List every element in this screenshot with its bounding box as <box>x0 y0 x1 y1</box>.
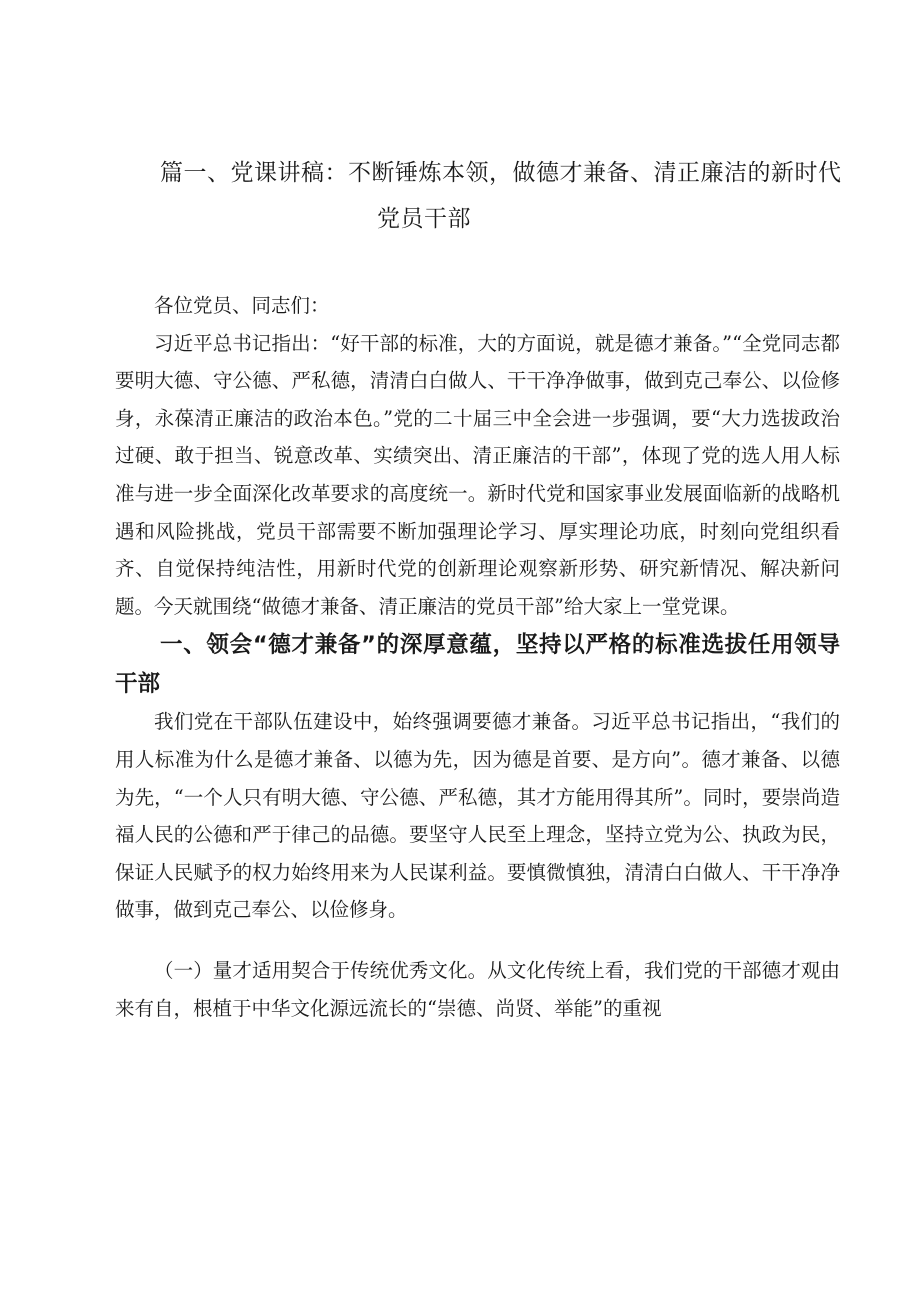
paragraph-1: 习近平总书记指出：“好干部的标准，大的方面说，就是德才兼备。”“全党同志都要明大德、守公德、严私德，清清白白做人、干干净净做事，做到克己奉公、以俭修身，永葆清正廉洁的政治本色。”党的二十届三中全会进一步强调，要“大力选拔政治过硬、敢于担当、锐意改革、实绩突出、清正廉洁的干部”，体现了党的选人用人标准与进一步全面深化改革要求的高度统一。新时代党和国家事业发展面临新的战略机遇和风险挑战，党员干部需要不断加强理论学习、厚实理论功底，时刻向党组织看齐、自觉保持纯洁性，用新时代党的创新理论观察新形势、研究新情况、解决新问题。今天就围绕“做德才兼备、清正廉洁的党员干部”给大家上一堂党课。 <box>115 331 840 618</box>
paragraph-2: 我们党在干部队伍建设中，始终强调要德才兼备。习近平总书记指出，“我们的用人标准为什么是德才兼备、以德为先，因为德是首要、是方向”。德才兼备、以德为先，“一个人只有明大德、守公德、严私德，其才方能用得其所”。同时，要崇尚造福人民的公德和严于律己的品德。要坚守人民至上理念，坚持立党为公、执政为民，保证人民赋予的权力始终用来为人民谋利益。要慎微慎独，清清白白做人、干干净净做事，做到克己奉公、以俭修身。 <box>115 710 840 922</box>
document-body <box>115 287 840 1027</box>
paragraph-3: （一）量才适用契合于传统优秀文化。从文化传统上看，我们党的干部德才观由来有自，根植于中华文化源远流长的“崇德、尚贤、举能”的重视 <box>115 958 840 1020</box>
document-title <box>160 150 860 242</box>
title-line-2: 党员干部 <box>377 206 471 232</box>
section-1-heading: 一、领会“德才兼备”的深厚意蕴，坚持以严格的标准选拔任用领导干部 <box>115 632 840 697</box>
salutation: 各位党员、同志们： <box>154 294 330 317</box>
title-line-1: 篇一、党课讲稿：不断锤炼本领，做德才兼备、清正廉洁的新时代 <box>160 160 842 186</box>
